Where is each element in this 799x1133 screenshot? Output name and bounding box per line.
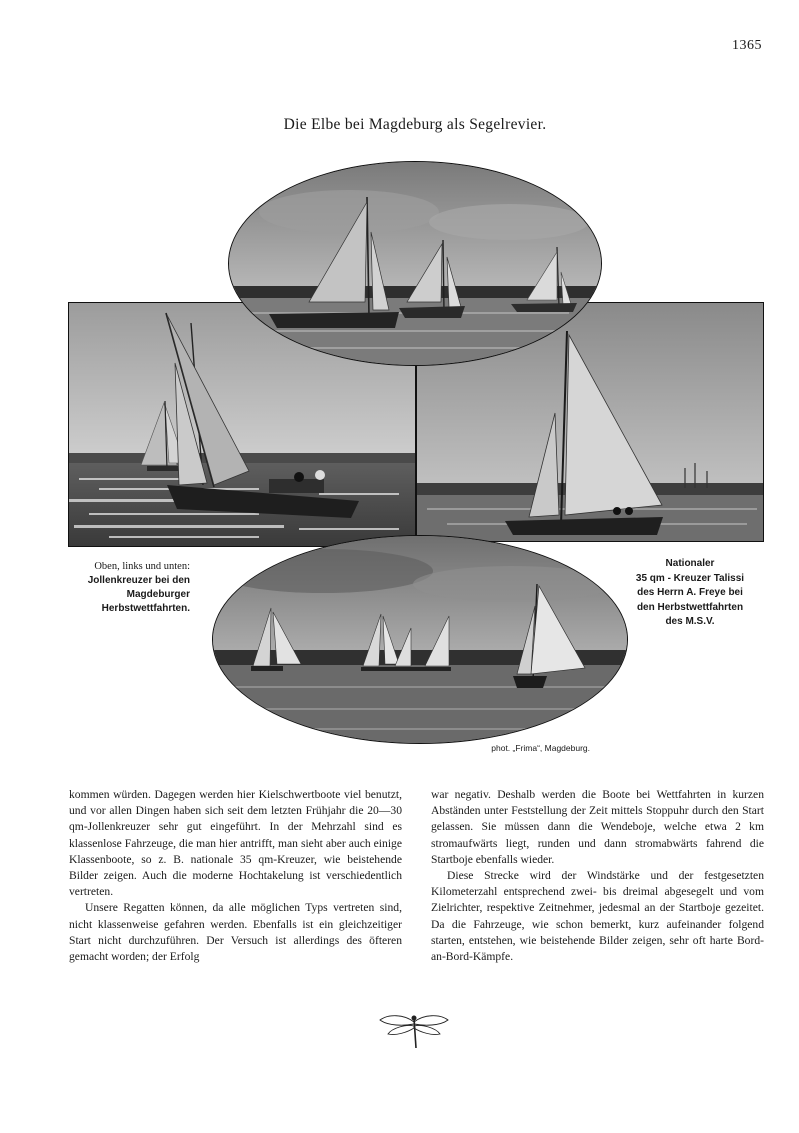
text-column-left bbox=[69, 787, 402, 965]
caption-right-line5: des M.S.V. bbox=[665, 616, 715, 627]
caption-right-line2: 35 qm - Kreuzer Talissi bbox=[635, 572, 745, 584]
caption-left bbox=[60, 560, 190, 616]
caption-left-line2: Jollenkreuzer bei den bbox=[87, 575, 190, 586]
photo-top-oval bbox=[228, 161, 602, 366]
page-title: Die Elbe bei Magdeburg als Segelrevier. bbox=[283, 116, 547, 133]
caption-left-line4: Herbstwettfahrten. bbox=[101, 603, 190, 614]
caption-left-line3: Magdeburger bbox=[126, 589, 190, 600]
text-column-right bbox=[431, 787, 764, 965]
caption-right-line4: den Herbstwettfahrten bbox=[636, 601, 744, 613]
paragraph: war negativ. Deshalb werden die Boote bei Wettfahrten in kurzen Abständen unter Feststellung der Zeit mittels Stoppuhr durch den Start gelassen. Sie müssen dann die Wendeboje, welche etwa 2 km stromaufwärts liegt, runden und dann stromabwärts fahrend die Startboje ebenfalls wieder. bbox=[431, 788, 764, 866]
paragraph: Diese Strecke wird der Windstärke und der festgesetzten Kilometerzahl entsprechend zwei- bis dreimal abgesegelt und vom Zielrichter, respektive Zeitnehmer, jedesmal an der Startboje gezeitet. Da die Fahrzeuge, wie schon bemerkt, kurz aufeinander folgend starten, entstehen, wie beistehende Bilder zeigen, sehr oft harte Bord-an-Bord-Kämpfe. bbox=[431, 869, 764, 964]
photo-bottom-oval bbox=[212, 535, 628, 744]
caption-right-line1: Nationaler bbox=[665, 558, 715, 569]
caption-left-line1: Oben, links und unten: bbox=[94, 561, 190, 572]
paragraph: Unsere Regatten können, da alle möglichen Typs vertreten sind, nicht klassenweise gefahren werden. Ebenfalls ist ein gleichzeitiger Start nicht durchzuführen. Der Versuch ist allerdings des öfteren gemacht worden; der Erfolg bbox=[69, 901, 402, 964]
photo-credit: phot. „Frima“, Magdeburg. bbox=[491, 743, 590, 753]
caption-right bbox=[630, 557, 750, 630]
caption-right-line3: des Herrn A. Freye bei bbox=[637, 587, 743, 598]
dragonfly-ornament-icon bbox=[378, 1012, 450, 1050]
paragraph: kommen würden. Dagegen werden hier Kielschwertboote viel benutzt, und vor allen Dingen haben sich seit dem letzten Frühjahr die 20—30 qm-Jollenkreuzer sehr gut eingeführt. In der Mehrzahl sind es klassenlose Fahrzeuge, die man hier antrifft, man sieht aber auch einige Klassenboote, so z. B. nationale 35 qm-Kreuzer, wie beistehende Bilder zeigen. Auch die moderne Hochtakelung ist verschiedentlich vertreten. bbox=[69, 788, 402, 899]
page-number: 1365 bbox=[732, 38, 762, 53]
